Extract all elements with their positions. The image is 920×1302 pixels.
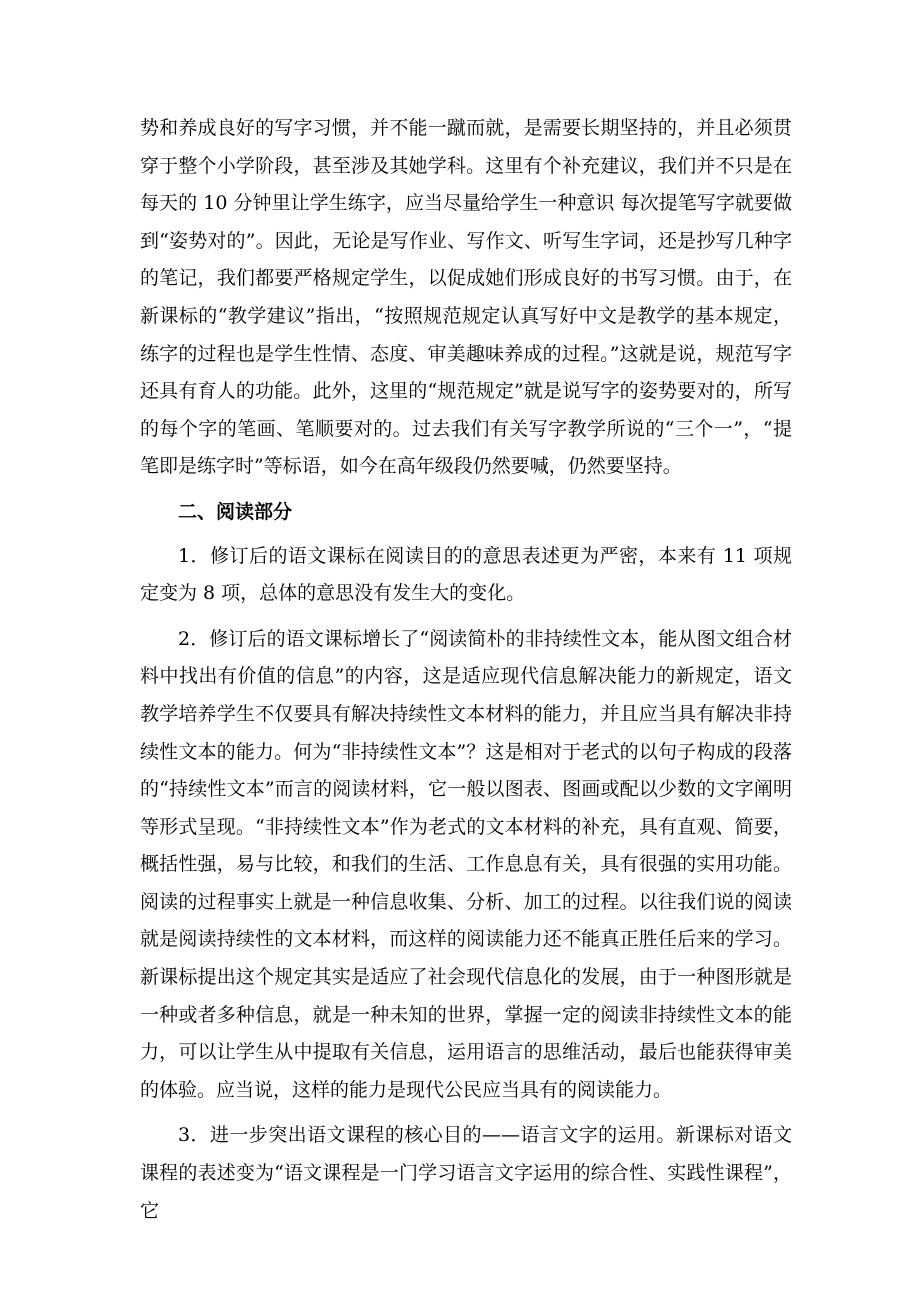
continued-paragraph: 势和养成良好的写字习惯，并不能一蹴而就，是需要长期坚持的，并且必须贯穿于整个小学阶段，甚至涉及其她学科。这里有个补充建议，我们并不只是在每天的 10 分钟里让学生练字，应当尽量给学生一种意识 每次提笔写字就要做到“姿势对的”。因此，无论是写作业、写作文、听写生字词，还是抄写几种字的笔记，我们都要严格规定学生，以促成她们形成良好的书写习惯。由于，在新课标的“教学建议”指出，“按照规范规定认真写好中文是教学的基本规定，练字的过程也是学生性情、态度、审美趣味养成的过程。”这就是说，规范写字还具有育人的功能。此外，这里的“规范规定”就是说写字的姿势要对的，所写的每个字的笔画、笔顺要对的。过去我们有关写字教学所说的“三个一”，“提笔即是练字时”等标语，如今在高年级段仍然要喊，仍然要坚持。	[140, 117, 792, 478]
section-heading: 二、阅读部分	[178, 500, 293, 523]
list-item: 2．修订后的语文课标增长了“阅读简朴的非持续性文本，能从图文组合材料中找出有价值的信息”的内容，这是适应现代信息解决能力的新规定，语文教学培养学生不仅要具有解决持续性文本材料的能力，并且应当具有解决非持续性文本的能力。何为“非持续性文本”？这是相对于老式的以句子构成的段落的“持续性文本”而言的阅读材料，它一般以图表、图画或配以少数的文字阐明等形式呈现。“非持续性文本”作为老式的文本材料的补充，具有直观、简要，概括性强，易与比较，和我们的生活、工作息息有关，具有很强的实用功能。阅读的过程事实上就是一种信息收集、分析、加工的过程。以往我们说的阅读就是阅读持续性的文本材料，而这样的阅读能力还不能真正胜任后来的学习。新课标提出这个规定其实是适应了社会现代信息化的发展，由于一种图形就是一种或者多种信息，就是一种未知的世界，掌握一定的阅读非持续性文本的能力，可以让学生从中提取有关信息，运用语言的思维活动，最后也能获得审美的体验。应当说，这样的能力是现代公民应当具有的阅读能力。	[140, 627, 792, 1101]
list-item: 1．修订后的语文课标在阅读目的的意思表述更为严密，本来有 11 项规定变为 8 项，总体的意思没有发生大的变化。	[140, 544, 792, 605]
document-body	[140, 110, 792, 1230]
list-item: 3．进一步突出语文课程的核心目的——语言文字的运用。新课标对语文课程的表述变为“语文课程是一门学习语言文字运用的综合性、实践性课程”，它	[140, 1124, 792, 1222]
